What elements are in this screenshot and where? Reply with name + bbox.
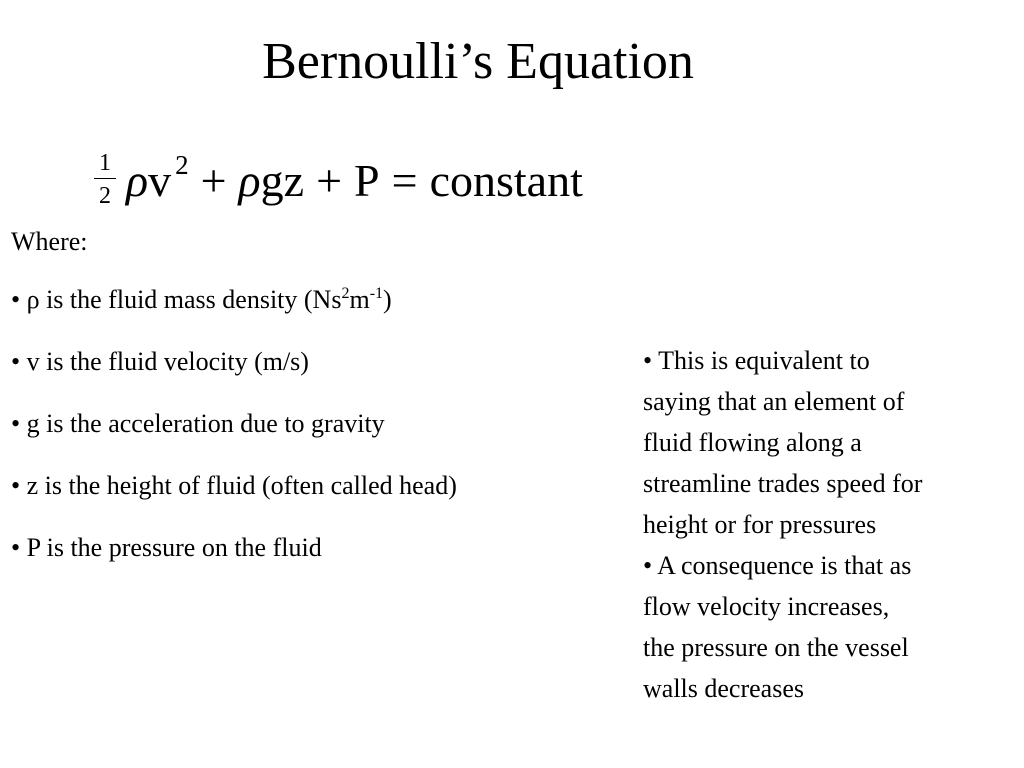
note-item: • A consequence is that as flow velocity increases, the pressure on the vessel walls decreases [643, 551, 912, 703]
equals-sign: = [391, 155, 418, 206]
definition-item: • z is the height of fluid (often called head) [11, 471, 457, 500]
definitions-list [11, 282, 457, 592]
where-label: Where: [11, 227, 88, 256]
unit-text: ) [383, 285, 392, 314]
definition-item: • P is the pressure on the fluid [11, 533, 322, 562]
definition-item [11, 282, 457, 344]
rho-symbol: ρ [126, 155, 149, 206]
definition-item: • v is the fluid velocity (m/s) [11, 347, 309, 376]
plus-operator: + [200, 155, 227, 206]
fraction-bar [94, 178, 116, 179]
fraction-numerator: 1 [99, 150, 111, 176]
definition-text: • ρ is the fluid mass density (Ns [11, 285, 342, 314]
plus-operator: + [316, 155, 343, 206]
unit-superscript: -1 [369, 285, 384, 302]
one-half-fraction [92, 146, 118, 208]
bernoulli-equation [92, 146, 583, 216]
notes-list [643, 340, 1015, 709]
unit-text: m [349, 285, 370, 314]
constant-term: constant [429, 155, 583, 206]
velocity-symbol: v [148, 155, 172, 206]
fraction-denominator: 2 [99, 183, 111, 209]
note-item: • This is equivalent to saying that an element of fluid flowing along a streamline trades speed for height or for pressures [643, 346, 923, 539]
rho-symbol: ρ [238, 155, 261, 206]
velocity-exponent: 2 [175, 150, 189, 180]
slide-title: Bernoulli’s Equation [262, 33, 694, 90]
pressure-symbol: P [354, 155, 380, 206]
definition-item: • g is the acceleration due to gravity [11, 409, 385, 438]
unit-superscript: 2 [341, 285, 350, 302]
gravity-height-term: gz [260, 155, 305, 206]
